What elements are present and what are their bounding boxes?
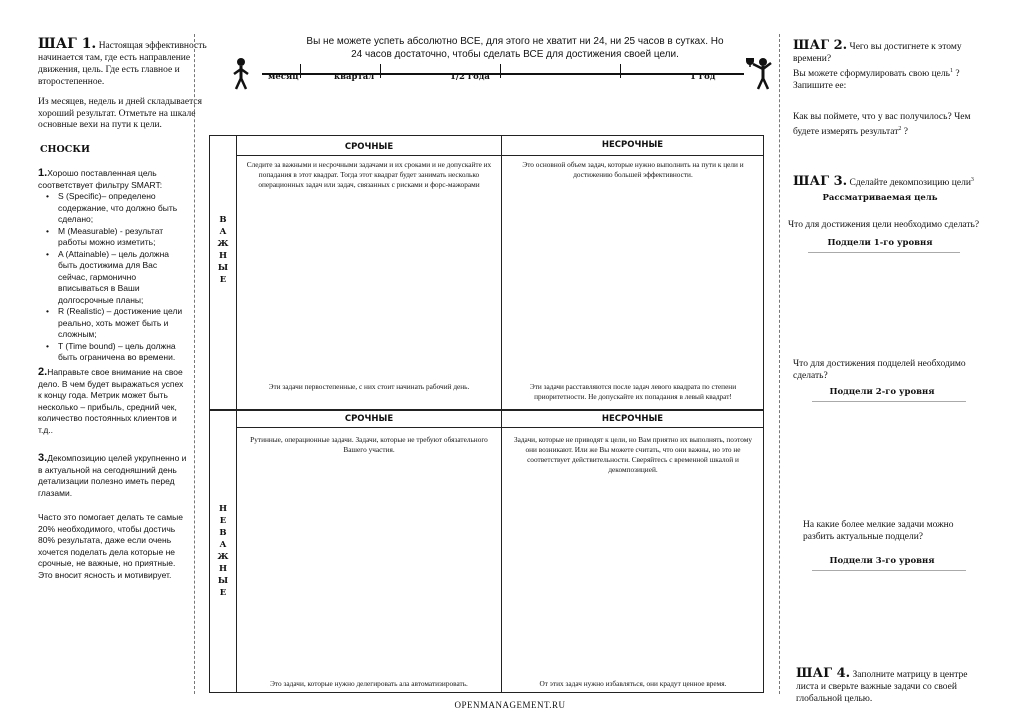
step1-paragraph: Из месяцев, недель и дней складывается хороший результат. Отметьте на шкале основные вехи на пути к цели.: [38, 97, 202, 130]
q1-note: Эти задачи первостепенные, с них стоит начинать рабочий день.: [268, 382, 470, 391]
subgoal-level-3-line: [812, 570, 966, 571]
footnote-2-text: Направьте свое внимание на свое дело. В чем будет выражаться успех к концу года. Метрик может быть несколько – прибыль, средний чек, количество постоянных клиентов и т.д..: [38, 367, 184, 435]
list-item: • R (Realistic) – достижение цели реально, хоть может быть и сложным;: [46, 306, 188, 341]
footnote-2: [38, 367, 188, 436]
matrix-divider: [236, 155, 763, 156]
important-label: В А Ж Н Ы Е: [217, 215, 229, 285]
person-trophy-icon: [744, 55, 774, 91]
goal-label: Рассматриваемая цель: [822, 193, 938, 203]
step2-question-1c: ? Запишите ее:: [793, 69, 960, 92]
subgoal-level-1-label: Подцели 1-го уровня: [827, 238, 933, 248]
urgent-header-2: СРОЧНЫЕ: [344, 414, 394, 424]
step2-question-1a: Чего вы достигнете к этому времени?: [793, 42, 962, 64]
step4-heading: ШАГ 4.: [796, 666, 851, 681]
step1-block: [38, 38, 216, 88]
step2-heading: ШАГ 2.: [793, 38, 848, 53]
step3-question-3: На какие более мелкие задачи можно разбить актуальные подцели?: [803, 520, 954, 542]
timeline-label-month: месяц: [268, 72, 299, 82]
timeline-label-year: 1 год: [690, 72, 716, 82]
step1-heading: ШАГ 1.: [38, 36, 97, 52]
step3-block: [793, 174, 978, 189]
step1-text: Настоящая эффективность начинается там, где есть направление движения, цель. Где есть главное и второстепенное.: [38, 41, 207, 87]
timeline-label-quarter: квартал: [334, 72, 375, 82]
timeline-label-half-year: 1/2 года: [450, 72, 490, 82]
step3-text: Сделайте декомпозицию цели: [849, 178, 971, 189]
q3-note: Это задачи, которые нужно делегировать ала автоматизировать.: [270, 679, 468, 688]
step2-measure: [793, 111, 978, 138]
not-urgent-header: НЕСРОЧНЫЕ: [601, 140, 664, 150]
step2-question-2: Как вы поймете, что у вас получилось? Чем будете измерять результат: [793, 112, 971, 138]
footnote-ref-3: 3: [970, 177, 974, 183]
eisenhower-matrix: [209, 135, 764, 693]
step2-question-2-end: ?: [901, 127, 908, 138]
not-urgent-header-2: НЕСРОЧНЫЕ: [601, 414, 664, 424]
footnotes-title: СНОСКИ: [40, 144, 90, 155]
subgoal-level-2-line: [812, 401, 966, 402]
left-divider: [194, 34, 195, 694]
matrix-divider: [210, 409, 763, 411]
list-item: • M (Measurable) - результат работы можно изметить;: [46, 226, 188, 249]
right-divider: [779, 34, 780, 694]
list-item: • S (Specific)– определено содержание, что должно быть сделано;: [46, 191, 188, 226]
smart-list: [38, 191, 188, 364]
footnote-1: [38, 168, 188, 364]
q4-note: От этих задач нужно избавляться, они крадут ценное время.: [539, 679, 727, 688]
timeline-tick: [380, 64, 381, 78]
subgoal-level-1-line: [808, 252, 960, 253]
timeline-tick: [500, 64, 501, 78]
q2-note: Эти задачи расставляются после задач левого квадрата по степени приоритетности. Не допускайте их попадания в левый квадрат!: [529, 382, 737, 401]
subgoal-level-2-label: Подцели 2-го уровня: [829, 387, 935, 397]
footnote-1-number: 1.: [38, 167, 48, 179]
step4-text: Заполните матрицу в центре листа и сверьте важные задачи со своей глобальной целью.: [796, 670, 968, 704]
q2-description: Это основной объем задач, которые нужно выполнить на пути к цели и достижению большей эффективности.: [522, 160, 744, 179]
step3-heading: ШАГ 3.: [793, 174, 848, 190]
footnote-ref-2: 2: [898, 126, 902, 132]
timeline-tick: [620, 64, 621, 78]
step2-block: [793, 40, 978, 92]
footnote-3-text: Декомпозицию целей укрупненно и в актуальной на сегодняшний день детализации полезно иметь перед глазами.: [38, 453, 187, 498]
footnote-2-number: 2.: [38, 366, 48, 378]
timeline-tick: [300, 64, 301, 78]
q1-description: Следите за важными и несрочными задачами и их сроками и не допускайте их попадания в этот квадрат. Тогда этот квадрат будет занимать несколько операционных задач или задач, связанных с рисками и форс-мажорами: [246, 160, 492, 189]
footnote-3-number: 3.: [38, 452, 48, 464]
step2-question-1b: Вы можете сформулировать свою цель: [793, 69, 950, 80]
footnotes-closing: Часто это помогает делать те самые 20% необходимого, чтобы достичь 80% результата, даже если очень хочется поделать дела которые не срочные, не важные, но приятные. Это вносит ясность и мотивирует.: [38, 512, 183, 580]
list-item: • A (Attainable) – цель должна быть достижима для Вас сейчас, гармонично вписываться в Ваши долгосрочные планы;: [46, 249, 188, 307]
timeline-intro: Вы не можете успеть абсолютно ВСЕ, для этого не хватит ни 24, ни 25 часов в сутках. Но 24 часов достаточно, чтобы сделать ВСЕ для достижения своей цели.: [306, 36, 724, 60]
person-start-icon: [230, 57, 252, 91]
list-item: • T (Time bound) – цель должна быть ограничена во времени.: [46, 341, 188, 364]
footnote-1-intro: Хорошо поставленная цель соответствует фильтру SMART:: [38, 168, 163, 190]
footnote-ref-1: 1: [949, 68, 953, 74]
step3-question-1: Что для достижения цели необходимо сделать?: [788, 220, 980, 230]
matrix-divider: [236, 427, 763, 428]
urgent-header: СРОЧНЫЕ: [344, 142, 394, 152]
footnote-3: [38, 453, 188, 499]
q4-description: Задачи, которые не приводят к цели, но Вам приятно их выполнять, поэтому они возникают. Или же Вы можете считать, что они важны, но это не соответствует действительности. Сверяйтесь с временной шкалой и декомпозицией.: [513, 435, 753, 474]
q3-description: Рутинные, операционные задачи. Задачи, которые не требуют обязательного Вашего участия.: [250, 435, 488, 454]
not-important-label: Н Е В А Ж Н Ы Е: [217, 504, 229, 598]
subgoal-level-3-label: Подцели 3-го уровня: [829, 556, 935, 566]
step3-question-2: Что для достижения подцелей необходимо сделать?: [793, 359, 966, 381]
step4-block: [796, 668, 976, 705]
footer-site: OPENMANAGEMENT.RU: [454, 700, 566, 710]
